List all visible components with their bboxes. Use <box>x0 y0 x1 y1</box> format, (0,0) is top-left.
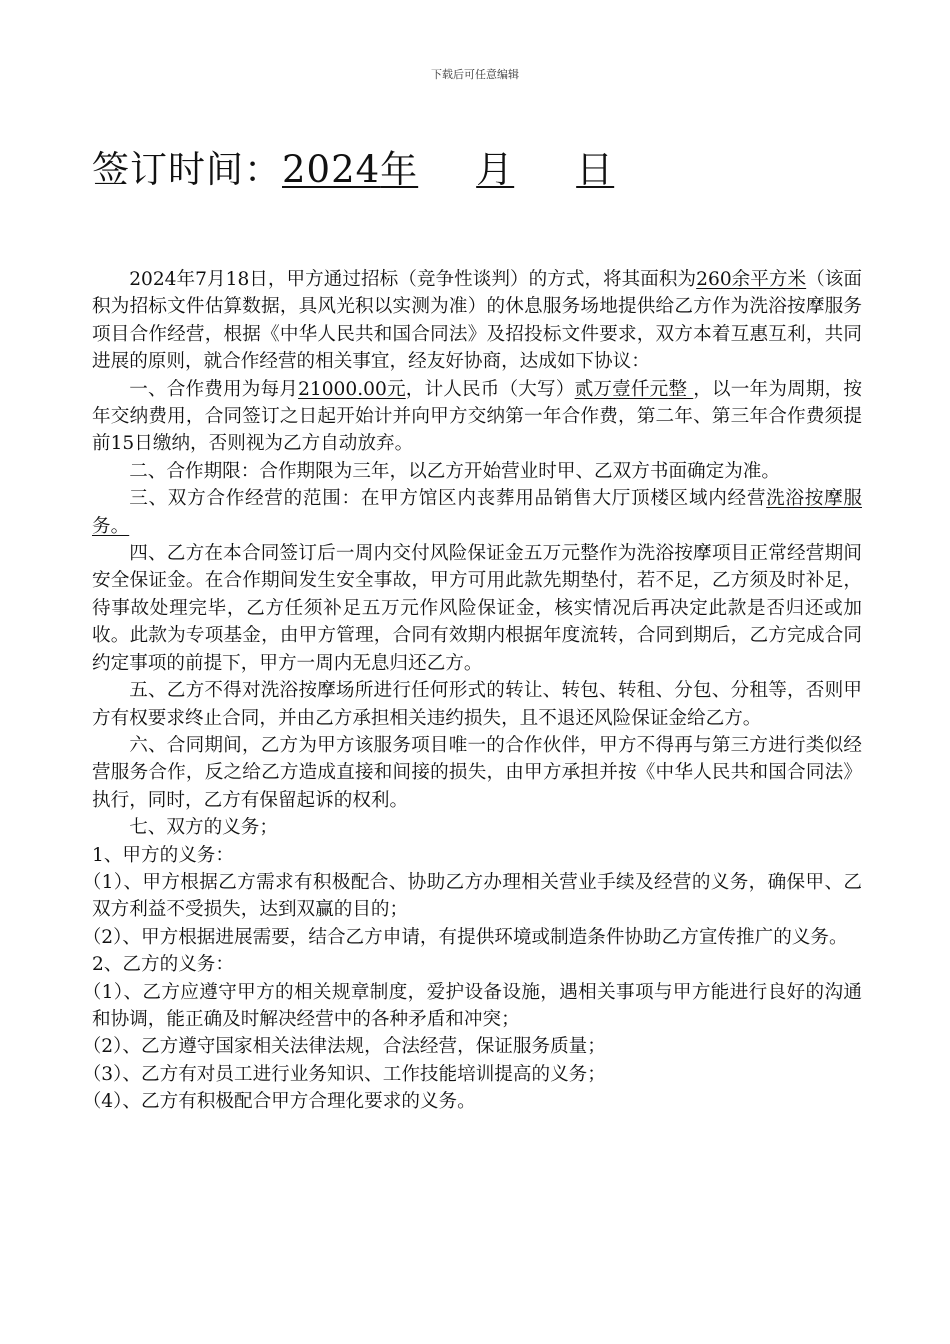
party-a-item-2: （2）、甲方根据进展需要，结合乙方申请，有提供环境或制造条件协助乙方宣传推广的义务。 <box>82 926 848 948</box>
header-note: 下载后可任意编辑 <box>431 68 519 81</box>
party-b-item-3: （3）、乙方有对员工进行业务知识、工作技能培训提高的义务； <box>82 1063 606 1085</box>
clause-3-text: 三、双方合作经营的范围：在甲方馆区内丧葬用品销售大厅顶楼区域内经营 <box>129 488 767 510</box>
signing-date-line <box>92 146 614 194</box>
intro-text-a: 2024年7月18日，甲方通过招标（竞争性谈判）的方式，将其面积为 <box>129 269 697 290</box>
clause-1 <box>92 376 862 458</box>
year-unit: 年 <box>380 148 419 191</box>
clause-3 <box>92 485 862 540</box>
party-b-item-1: （1）、乙方应遵守甲方的相关规章制度，爱护设备设施，遇相关事项与甲方能进行良好的沟通和协调，能正确及时解决经营中的各种矛盾和冲突； <box>82 981 862 1030</box>
intro-text-b: （该面积为招标文件估算数据，具风光积以实测为准）的休息服务场地提供给乙方作为洗浴按摩服务项目合作经营，根据《中华人民共和国合同法》及招投标文件要求，双方本着互惠互利，共同进展的原则，就合作经营的相关事宜，经友好协商，达成如下协议： <box>92 269 862 373</box>
contract-body <box>82 266 862 1116</box>
intro-paragraph <box>92 266 862 376</box>
clause-1-text-a: 一、合作费用为每月 <box>129 378 299 400</box>
clause-7: 七、双方的义务； <box>129 817 278 839</box>
clause-1-text-b: ，计人民币（大写） <box>405 378 575 400</box>
clause-5: 五、乙方不得对洗浴按摩场所进行任何形式的转让、转包、转租、分包、分租等，否则甲方有权要求终止合同，并由乙方承担相关违约损失，且不退还风险保证金给乙方。 <box>92 680 862 729</box>
clause-6: 六、合同期间，乙方为甲方该服务项目唯一的合作伙伴，甲方不得再与第三方进行类似经营服务合作，反之给乙方造成直接和间接的损失，由甲方承担并按《中华人民共和国合同法》执行，同时，乙方有保留起诉的权利。 <box>92 734 862 811</box>
signing-date-value <box>282 148 614 191</box>
signing-date-label: 签订时间： <box>92 148 282 191</box>
clause-1-amount-cn: 贰万壹仟元整 <box>574 378 694 400</box>
party-b-heading: 2、乙方的义务： <box>92 954 234 976</box>
clause-1-text-c: ，以一年为周期，按年交纳费用，合同签订之日起开始计并向甲方交纳第一年合作费，第二年、第三年合作费须提前15日缴纳，否则视为乙方自动放弃。 <box>92 378 862 455</box>
party-a-heading: 1、甲方的义务： <box>92 844 234 866</box>
clause-1-amount: 21000.00元 <box>298 378 406 400</box>
party-b-item-2: （2）、乙方遵守国家相关法律法规，合法经营，保证服务质量； <box>82 1036 606 1058</box>
month-unit: 月 <box>476 148 515 191</box>
signing-year: 2024 <box>282 148 381 191</box>
party-a-item-1: （1）、甲方根据乙方需求有积极配合、协助乙方办理相关营业手续及经营的义务，确保甲、乙双方利益不受损失，达到双赢的目的； <box>82 871 862 921</box>
clause-4: 四、乙方在本合同签订后一周内交付风险保证金五万元整作为洗浴按摩项目正常经营期间安全保证金。在合作期间发生安全事故，甲方可用此款先期垫付，若不足，乙方须及时补足，待事故处理完毕，乙方任须补足五万元作风险保证金，核实情况后再决定此款是否归还或加收。此款为专项基金，由甲方管理，合同有效期内根据年度流转，合同到期后，乙方完成合同约定事项的前提下，甲方一周内无息归还乙方。 <box>92 543 862 674</box>
clause-3-service: 洗浴按摩服务。 <box>92 488 862 537</box>
day-unit: 日 <box>576 148 615 191</box>
intro-area: 260余平方米 <box>696 269 807 290</box>
clause-2: 二、合作期限：合作期限为三年，以乙方开始营业时甲、乙双方书面确定为准。 <box>129 460 780 482</box>
party-b-item-4: （4）、乙方有积极配合甲方合理化要求的义务。 <box>82 1091 476 1113</box>
